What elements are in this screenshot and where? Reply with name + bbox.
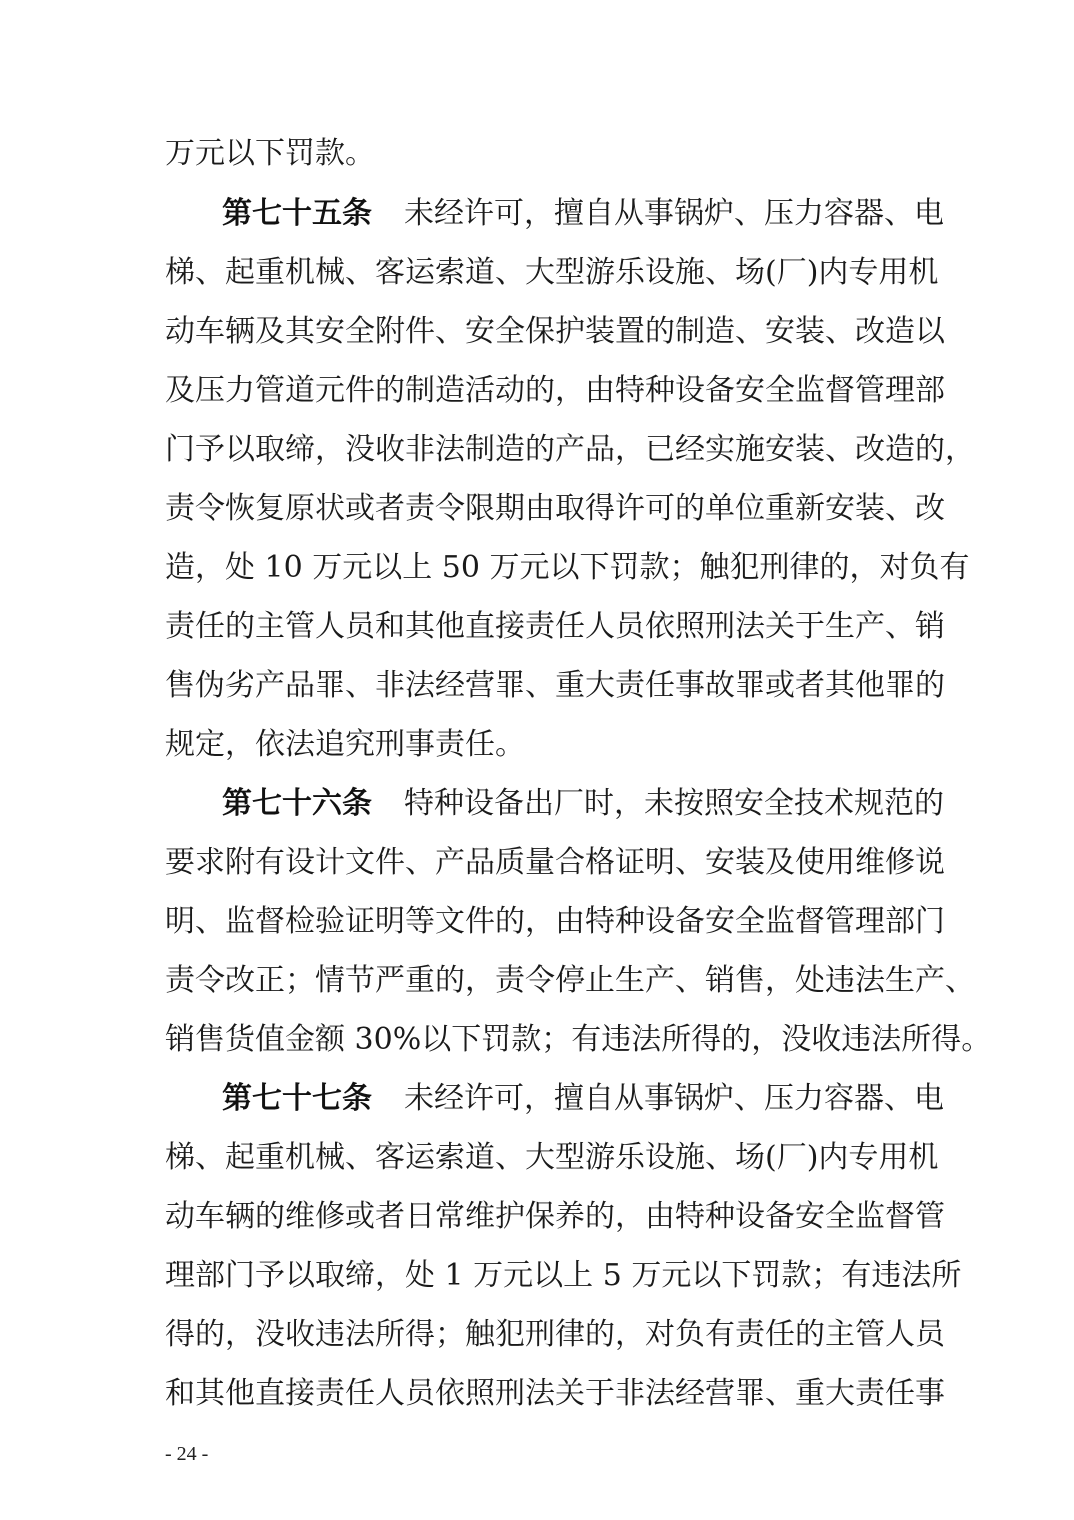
text-line: 动车辆及其安全附件、安全保护装置的制造、安装、改造以: [165, 314, 945, 349]
article-75-first-line: 第七十五条 未经许可，擅自从事锅炉、压力容器、电: [222, 196, 944, 231]
text-line: 及压力管道元件的制造活动的，由特种设备安全监督管理部: [165, 373, 945, 408]
article-77-first-line: 第七十七条 未经许可，擅自从事锅炉、压力容器、电: [222, 1081, 944, 1116]
text-line: 要求附有设计文件、产品质量合格证明、安装及使用维修说: [165, 845, 945, 880]
text-line: 规定，依法追究刑事责任。: [165, 727, 525, 762]
text-line: 门予以取缔，没收非法制造的产品，已经实施安装、改造的，: [165, 432, 975, 467]
text-line: 得的，没收违法所得；触犯刑律的，对负有责任的主管人员: [165, 1317, 945, 1352]
page-number: - 24 -: [165, 1443, 209, 1465]
text-line: 造，处 10 万元以上 50 万元以下罚款；触犯刑律的，对负有: [165, 550, 970, 585]
text-line: 理部门予以取缔，处 1 万元以上 5 万元以下罚款；有违法所: [165, 1258, 962, 1293]
text-line: 动车辆的维修或者日常维护保养的，由特种设备安全监督管: [165, 1199, 945, 1234]
text-line: 和其他直接责任人员依照刑法关于非法经营罪、重大责任事: [165, 1376, 945, 1411]
text-line: 售伪劣产品罪、非法经营罪、重大责任事故罪或者其他罪的: [165, 668, 945, 703]
text-line: 梯、起重机械、客运索道、大型游乐设施、场(厂)内专用机: [165, 1140, 939, 1175]
text-line: 责令恢复原状或者责令限期由取得许可的单位重新安装、改: [165, 491, 945, 526]
article-76-title: 第七十六条: [222, 786, 372, 821]
article-76-first-line: 第七十六条 特种设备出厂时，未按照安全技术规范的: [222, 786, 944, 821]
text-line: 销售货值金额 30%以下罚款；有违法所得的，没收违法所得。: [165, 1022, 992, 1057]
text-line: 梯、起重机械、客运索道、大型游乐设施、场(厂)内专用机: [165, 255, 939, 290]
text-line: 明、监督检验证明等文件的，由特种设备安全监督管理部门: [165, 904, 945, 939]
article-77-title: 第七十七条: [222, 1081, 372, 1116]
text-line: 责任的主管人员和其他直接责任人员依照刑法关于生产、销: [165, 609, 945, 644]
article-75-title: 第七十五条: [222, 196, 372, 231]
text-line: 责令改正；情节严重的，责令停止生产、销售，处违法生产、: [165, 963, 975, 998]
text-line: 万元以下罚款。: [165, 136, 375, 171]
